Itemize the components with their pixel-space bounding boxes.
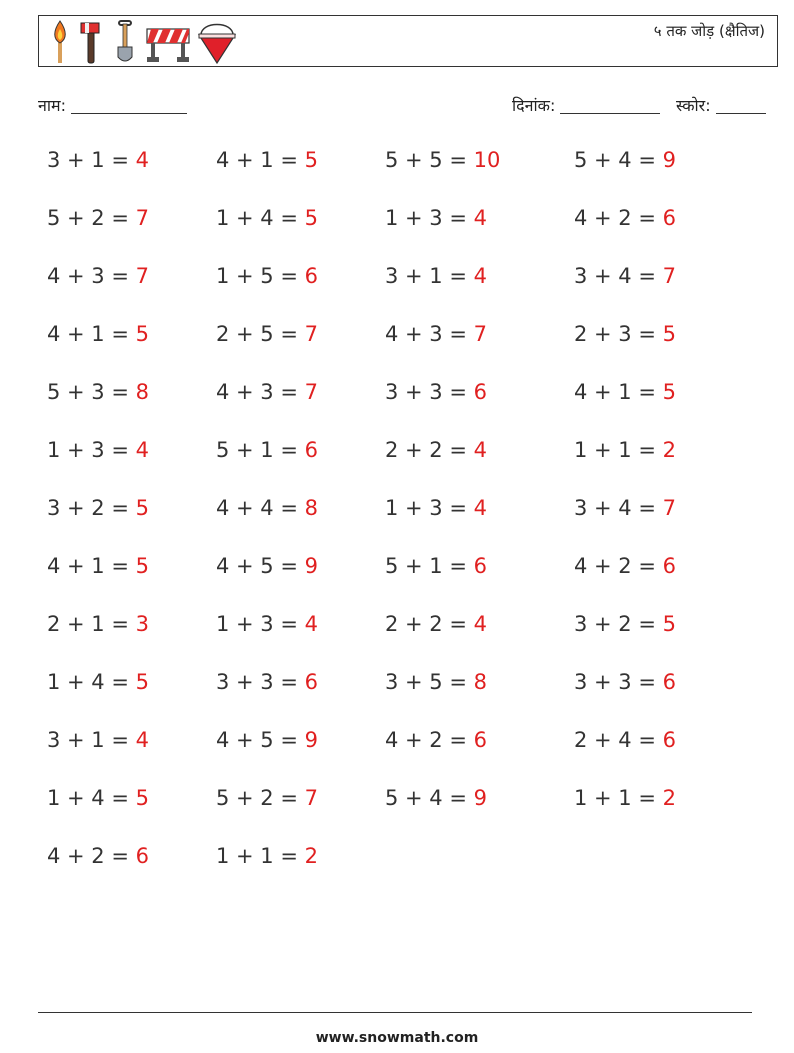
- problem-item: [47, 786, 149, 810]
- problem-item: [47, 380, 149, 404]
- problem-item: [47, 728, 149, 752]
- problem-item: [47, 670, 149, 694]
- problem-answer: 5: [304, 148, 318, 172]
- problem-equation: 2 + 2 =: [385, 612, 474, 636]
- problem-item: [385, 322, 487, 346]
- problem-equation: 3 + 3 =: [574, 670, 663, 694]
- problem-item: [385, 264, 487, 288]
- problem-item: [47, 496, 149, 520]
- name-blank[interactable]: [71, 97, 187, 114]
- problem-answer: 7: [662, 264, 676, 288]
- problem-item: [385, 148, 500, 172]
- problem-item: [216, 380, 318, 404]
- problem-equation: 4 + 1 =: [216, 148, 305, 172]
- problem-item: [574, 322, 676, 346]
- problem-item: [47, 438, 149, 462]
- fire-bucket-icon: [197, 19, 237, 65]
- problem-equation: 3 + 3 =: [216, 670, 305, 694]
- problem-item: [216, 844, 318, 868]
- problem-item: [216, 496, 318, 520]
- problem-equation: 3 + 2 =: [47, 496, 136, 520]
- problem-answer: 4: [135, 438, 149, 462]
- name-label: नाम:: [38, 96, 66, 115]
- problem-answer: 8: [304, 496, 318, 520]
- problem-equation: 5 + 2 =: [47, 206, 136, 230]
- problem-equation: 1 + 3 =: [385, 496, 474, 520]
- problem-item: [216, 148, 318, 172]
- problem-equation: 3 + 5 =: [385, 670, 474, 694]
- problem-equation: 4 + 5 =: [216, 554, 305, 578]
- problem-item: [47, 264, 149, 288]
- match-icon: [49, 19, 71, 65]
- problem-answer: 5: [135, 554, 149, 578]
- problem-item: [216, 438, 318, 462]
- name-field: [38, 94, 187, 116]
- problem-answer: 4: [473, 612, 487, 636]
- problem-equation: 3 + 4 =: [574, 496, 663, 520]
- problem-equation: 1 + 3 =: [385, 206, 474, 230]
- problem-item: [574, 438, 676, 462]
- problem-item: [574, 380, 676, 404]
- road-barrier-icon: [145, 19, 191, 65]
- date-field: [512, 94, 660, 116]
- problem-answer: 6: [473, 554, 487, 578]
- problem-equation: 4 + 1 =: [574, 380, 663, 404]
- problem-equation: 5 + 4 =: [574, 148, 663, 172]
- problem-equation: 5 + 5 =: [385, 148, 474, 172]
- score-label: स्कोर:: [676, 96, 711, 115]
- problem-item: [385, 206, 487, 230]
- problem-item: [574, 728, 676, 752]
- problem-answer: 4: [135, 728, 149, 752]
- problem-answer: 5: [662, 380, 676, 404]
- problem-item: [385, 554, 487, 578]
- problem-answer: 9: [473, 786, 487, 810]
- problem-equation: 5 + 2 =: [216, 786, 305, 810]
- problem-equation: 2 + 4 =: [574, 728, 663, 752]
- problem-item: [574, 612, 676, 636]
- problem-equation: 4 + 3 =: [47, 264, 136, 288]
- problem-answer: 6: [662, 206, 676, 230]
- problem-answer: 6: [135, 844, 149, 868]
- problem-equation: 4 + 2 =: [574, 554, 663, 578]
- problem-equation: 1 + 3 =: [47, 438, 136, 462]
- problem-equation: 2 + 3 =: [574, 322, 663, 346]
- problem-item: [385, 612, 487, 636]
- problem-equation: 1 + 1 =: [216, 844, 305, 868]
- problem-equation: 1 + 4 =: [216, 206, 305, 230]
- problem-answer: 2: [304, 844, 318, 868]
- problem-answer: 7: [304, 322, 318, 346]
- problem-item: [216, 728, 318, 752]
- date-blank[interactable]: [560, 97, 660, 114]
- problem-answer: 7: [135, 264, 149, 288]
- problem-item: [47, 206, 149, 230]
- problem-item: [574, 786, 676, 810]
- problem-equation: 1 + 4 =: [47, 786, 136, 810]
- problem-answer: 2: [662, 786, 676, 810]
- problem-equation: 3 + 1 =: [47, 728, 136, 752]
- problem-item: [385, 380, 487, 404]
- problem-item: [574, 670, 676, 694]
- problem-item: [216, 264, 318, 288]
- problem-equation: 5 + 1 =: [385, 554, 474, 578]
- problem-answer: 2: [662, 438, 676, 462]
- problem-equation: 4 + 2 =: [385, 728, 474, 752]
- problem-answer: 5: [662, 612, 676, 636]
- problem-item: [574, 206, 676, 230]
- problem-equation: 3 + 1 =: [47, 148, 136, 172]
- problem-item: [574, 148, 676, 172]
- problem-item: [216, 670, 318, 694]
- problem-equation: 3 + 2 =: [574, 612, 663, 636]
- problem-answer: 6: [473, 380, 487, 404]
- problem-equation: 4 + 3 =: [385, 322, 474, 346]
- problem-equation: 3 + 1 =: [385, 264, 474, 288]
- problem-answer: 4: [304, 612, 318, 636]
- problem-answer: 4: [473, 264, 487, 288]
- problem-item: [574, 554, 676, 578]
- problem-answer: 4: [135, 148, 149, 172]
- problem-answer: 6: [662, 728, 676, 752]
- problem-equation: 4 + 2 =: [47, 844, 136, 868]
- problem-equation: 4 + 4 =: [216, 496, 305, 520]
- problem-equation: 4 + 1 =: [47, 554, 136, 578]
- problem-answer: 6: [304, 264, 318, 288]
- problem-equation: 1 + 4 =: [47, 670, 136, 694]
- problem-equation: 4 + 2 =: [574, 206, 663, 230]
- problem-item: [574, 496, 676, 520]
- problem-answer: 9: [304, 728, 318, 752]
- problem-answer: 8: [473, 670, 487, 694]
- date-label: दिनांक:: [512, 96, 556, 115]
- problem-answer: 5: [304, 206, 318, 230]
- problem-answer: 6: [662, 554, 676, 578]
- problem-answer: 4: [473, 496, 487, 520]
- problem-answer: 10: [473, 148, 501, 172]
- problem-answer: 9: [304, 554, 318, 578]
- problem-equation: 4 + 3 =: [216, 380, 305, 404]
- problem-equation: 5 + 1 =: [216, 438, 305, 462]
- score-blank[interactable]: [716, 97, 766, 114]
- problem-equation: 2 + 2 =: [385, 438, 474, 462]
- problem-item: [216, 786, 318, 810]
- problem-answer: 9: [662, 148, 676, 172]
- problem-answer: 6: [304, 670, 318, 694]
- problem-answer: 4: [473, 438, 487, 462]
- problem-equation: 4 + 5 =: [216, 728, 305, 752]
- problem-answer: 5: [135, 786, 149, 810]
- problem-item: [47, 148, 149, 172]
- problem-equation: 5 + 4 =: [385, 786, 474, 810]
- problem-answer: 5: [662, 322, 676, 346]
- problem-item: [574, 264, 676, 288]
- header-icons: [49, 18, 237, 66]
- problem-equation: 5 + 3 =: [47, 380, 136, 404]
- problem-answer: 4: [473, 206, 487, 230]
- problem-answer: 6: [473, 728, 487, 752]
- problem-item: [216, 554, 318, 578]
- footer-url: www.snowmath.com: [315, 1030, 479, 1046]
- problem-item: [385, 670, 487, 694]
- problem-answer: 6: [304, 438, 318, 462]
- problem-equation: 2 + 1 =: [47, 612, 136, 636]
- problem-equation: 2 + 5 =: [216, 322, 305, 346]
- problem-item: [385, 496, 487, 520]
- problem-equation: 3 + 3 =: [385, 380, 474, 404]
- problem-answer: 7: [473, 322, 487, 346]
- problem-equation: 4 + 1 =: [47, 322, 136, 346]
- shovel-icon: [111, 19, 139, 65]
- footer-divider: [38, 1012, 752, 1013]
- problem-answer: 8: [135, 380, 149, 404]
- problem-item: [47, 844, 149, 868]
- problem-answer: 3: [135, 612, 149, 636]
- problem-item: [385, 728, 487, 752]
- problem-item: [216, 612, 318, 636]
- problem-item: [47, 322, 149, 346]
- problem-item: [216, 206, 318, 230]
- problem-item: [47, 554, 149, 578]
- worksheet-header: [38, 15, 778, 67]
- problem-equation: 1 + 1 =: [574, 786, 663, 810]
- problem-equation: 3 + 4 =: [574, 264, 663, 288]
- problem-item: [216, 322, 318, 346]
- problem-answer: 5: [135, 496, 149, 520]
- problem-answer: 5: [135, 322, 149, 346]
- problem-answer: 5: [135, 670, 149, 694]
- problem-answer: 7: [304, 786, 318, 810]
- problem-equation: 1 + 1 =: [574, 438, 663, 462]
- score-field: [676, 94, 766, 116]
- problem-item: [47, 612, 149, 636]
- problem-answer: 7: [135, 206, 149, 230]
- problem-item: [385, 786, 487, 810]
- problem-answer: 6: [662, 670, 676, 694]
- problem-answer: 7: [662, 496, 676, 520]
- worksheet-title: ५ तक जोड़ (क्षैतिज): [653, 22, 765, 40]
- axe-icon: [77, 19, 105, 65]
- problem-answer: 7: [304, 380, 318, 404]
- problem-equation: 1 + 3 =: [216, 612, 305, 636]
- problem-equation: 1 + 5 =: [216, 264, 305, 288]
- problem-item: [385, 438, 487, 462]
